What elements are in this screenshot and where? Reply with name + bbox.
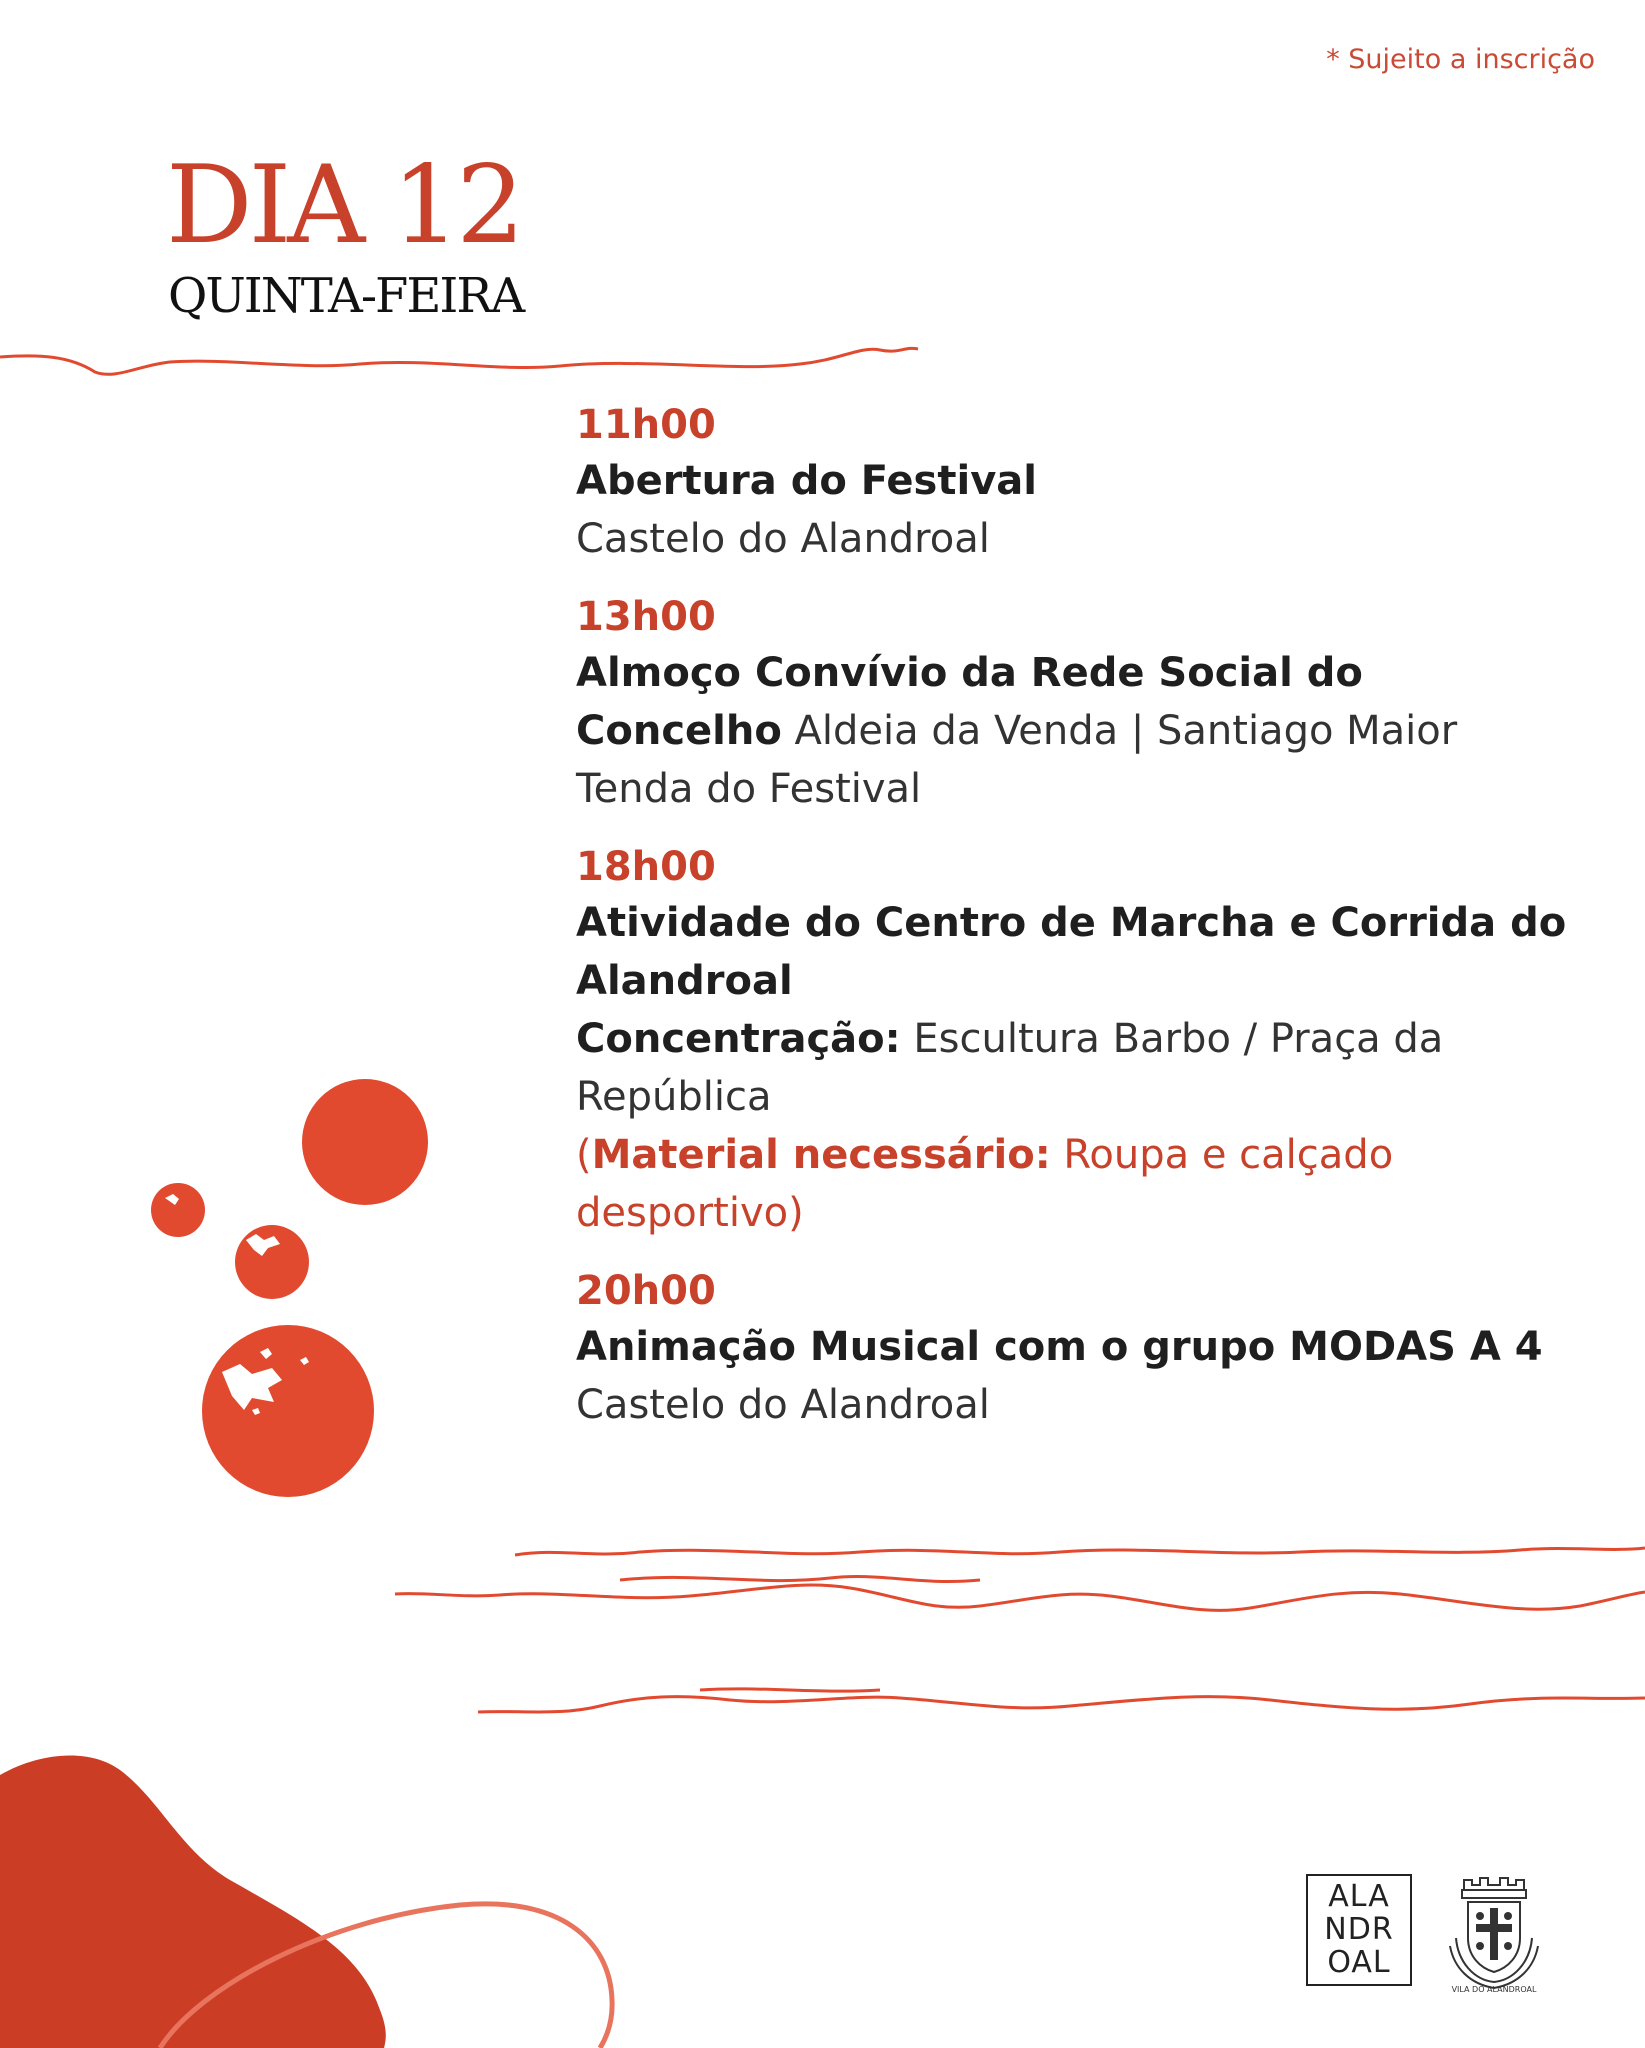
event-time: 18h00 bbox=[576, 844, 716, 890]
event-time: 20h00 bbox=[576, 1268, 716, 1314]
event-time: 13h00 bbox=[576, 594, 716, 640]
event-meeting-point bbox=[576, 1010, 1596, 1126]
schedule bbox=[576, 398, 1596, 1456]
event-title: Animação Musical com o grupo MODAS A 4 bbox=[576, 1324, 1543, 1370]
crest-caption: VILA DO ALANDROAL bbox=[1451, 1985, 1537, 1994]
event-item bbox=[576, 1264, 1596, 1434]
event-title-continued bbox=[576, 702, 1596, 760]
logo-text-line: NDR bbox=[1324, 1912, 1394, 1947]
meeting-label: Concentração: bbox=[576, 1016, 901, 1062]
event-item bbox=[576, 398, 1596, 568]
header-wave-line bbox=[0, 348, 918, 374]
registration-note: * Sujeito a inscrição bbox=[1326, 44, 1595, 75]
event-material-note bbox=[576, 1126, 1596, 1242]
event-title: Abertura do Festival bbox=[576, 458, 1037, 504]
event-title: Almoço Convívio da Rede Social do bbox=[576, 650, 1363, 696]
municipal-crest-icon bbox=[1440, 1876, 1548, 1994]
circle-small-left bbox=[151, 1183, 205, 1237]
event-item bbox=[576, 840, 1596, 1242]
day-heading: DIA 12 bbox=[166, 143, 522, 268]
material-text: Roupa e calçado desportivo) bbox=[576, 1132, 1394, 1236]
event-location: Castelo do Alandroal bbox=[576, 1382, 990, 1428]
event-location: Tenda do Festival bbox=[576, 766, 922, 812]
event-title-bold: Concelho bbox=[576, 708, 782, 754]
bottom-left-blob bbox=[0, 1755, 386, 2048]
circle-large-bottom bbox=[202, 1325, 374, 1497]
event-item bbox=[576, 590, 1596, 818]
river-wave-lines bbox=[395, 1548, 1645, 1712]
circle-large-top bbox=[302, 1079, 428, 1205]
material-label: Material necessário: bbox=[591, 1132, 1051, 1178]
logo-text-line: ALA bbox=[1328, 1879, 1390, 1914]
logo-text-line: OAL bbox=[1327, 1945, 1391, 1980]
event-location: Castelo do Alandroal bbox=[576, 516, 990, 562]
circle-small-middle bbox=[235, 1225, 309, 1299]
weekday-heading: QUINTA-FEIRA bbox=[168, 268, 524, 324]
event-venue: Aldeia da Venda | Santiago Maior bbox=[781, 708, 1458, 754]
event-title: Atividade do Centro de Marcha e Corrida do Alandroal bbox=[576, 900, 1567, 1004]
event-time: 11h00 bbox=[576, 402, 716, 448]
meeting-place: Escultura Barbo / Praça da República bbox=[576, 1016, 1444, 1120]
material-open: ( bbox=[576, 1132, 592, 1178]
alandroal-logo bbox=[1306, 1874, 1412, 1986]
